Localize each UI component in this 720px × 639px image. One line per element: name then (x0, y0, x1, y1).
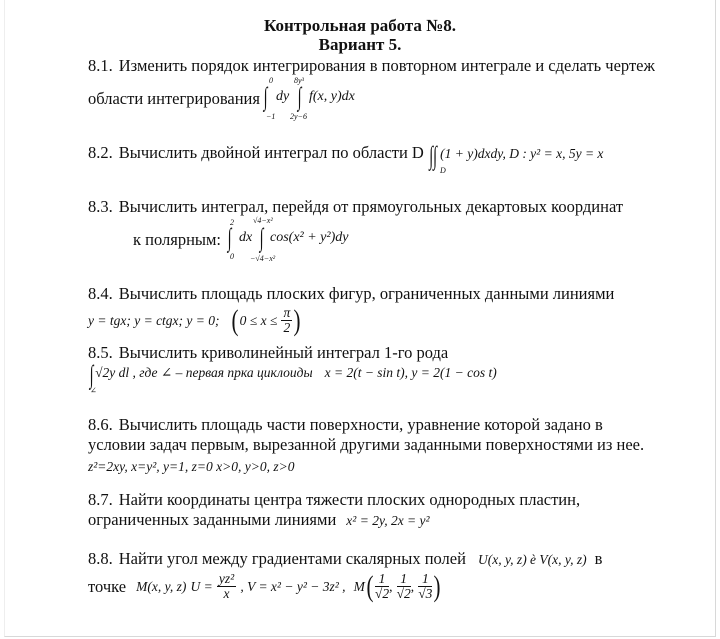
problem-text: Изменить порядок интегрирования в повторном интеграле и сделать чертеж (118, 56, 655, 75)
in-word: в (594, 549, 603, 568)
coordinate-1: $\frac{1}{√2}$ (374, 571, 390, 602)
integral-lower-limit-1: 0 (230, 252, 234, 261)
integral-upper-limit-1: 2 (230, 218, 234, 227)
problem-number: 8.2. (88, 143, 113, 162)
integral-lower-limit-2: −√4−x² (250, 254, 276, 263)
integrand: f(x, y)dx (309, 89, 355, 104)
problem-text: Вычислить криволинейный интеграл 1-го рода (118, 343, 449, 362)
integration-region-subscript: D (440, 166, 446, 175)
problem-text: Вычислить интеграл, перейдя от прямоугольных декартовых координат (118, 197, 624, 216)
right-parenthesis: ) (293, 304, 301, 338)
problem-number: 8.4. (88, 284, 113, 303)
iterated-integral-formula (262, 76, 382, 122)
left-parenthesis: ( (366, 570, 374, 604)
v-equation: , V = x² − y² − 3z² , (240, 579, 346, 595)
comma: , (410, 579, 415, 595)
integral-sign-1: ∫ (227, 223, 232, 252)
problem-8-3 (88, 197, 623, 217)
problem-text: Вычислить площадь части поверхности, уравнение которой задано в (118, 415, 603, 434)
left-parenthesis: ( (231, 304, 239, 338)
problem-text-continued: к полярным: (133, 230, 222, 249)
differential-dy: dy (276, 89, 290, 104)
problem-8-4 (88, 284, 614, 304)
integral-upper-limit-2: √4−x² (253, 216, 273, 225)
problem-text: Найти угол между градиентами скалярных полей (118, 549, 466, 568)
point-label: M(x, y, z) (136, 579, 187, 595)
problem-8-7-line2 (88, 510, 430, 530)
problem-text-continued: области интегрирования (88, 89, 260, 108)
integral-upper-limit-1: 0 (269, 76, 273, 85)
interval-condition: 0 ≤ x ≤ (239, 313, 278, 329)
problem-8-6-formula (88, 456, 294, 476)
u-equals: U = (190, 579, 213, 595)
problem-number: 8.7. (88, 490, 113, 509)
variant-title: Вариант 5. (318, 35, 402, 54)
coordinate-3: $\frac{1}{√3}$ (418, 571, 433, 602)
problem-number: 8.3. (88, 197, 113, 216)
polar-integral-formula (226, 216, 386, 262)
boundary-curves: x² = 2y, 2x = y² (346, 513, 430, 528)
right-parenthesis: ) (433, 570, 441, 604)
problem-8-5-formula (88, 362, 497, 388)
problem-8-1 (88, 56, 655, 76)
pi-over-two: $\frac{\pi}{2}$ (283, 305, 291, 336)
double-integral-sign: ∫∫ (429, 141, 437, 170)
differential-dx: dx (239, 230, 253, 245)
point-m-label: M (353, 579, 365, 595)
integral-lower-limit-1: −1 (266, 112, 276, 121)
problem-number: 8.6. (88, 415, 113, 434)
integral-sign-2: ∫ (297, 82, 302, 111)
problem-8-6 (88, 415, 603, 435)
scalar-fields: U(x, y, z) è V(x, y, z) (477, 552, 587, 567)
problem-text-continued: точке (88, 577, 127, 597)
problem-text: Вычислить двойной интеграл по области D (118, 143, 424, 162)
problem-text-continued: ограниченных заданными линиями (88, 510, 337, 529)
u-fraction: $\frac{\text{yz²}}{x}$ (218, 571, 235, 602)
problem-text: Найти координаты центра тяжести плоских однородных пластин, (118, 490, 581, 509)
problem-8-5 (88, 343, 448, 363)
problem-8-1-line2 (88, 89, 260, 109)
cycloid-parametrization: x = 2(t − sin t), y = 2(1 − cos t) (324, 365, 497, 380)
integral-sign-2: ∫ (259, 223, 264, 252)
line-integral-sign: ∫ (89, 360, 94, 389)
double-integral-body: (1 + y)dxdy, D : y² = x, 5y = x (440, 146, 604, 161)
boundary-lines: y = tgx; y = ctgx; y = 0; (88, 313, 220, 329)
integrand: cos(x² + y²)dy (270, 230, 349, 245)
problem-8-8-formula (88, 572, 442, 622)
problem-text: Вычислить площадь плоских фигур, ограниченных данными линиями (118, 284, 615, 303)
integral-upper-limit-2: 8y³ (294, 76, 304, 85)
problem-8-4-formula (88, 306, 302, 342)
problem-number: 8.5. (88, 343, 113, 362)
problem-8-8 (88, 549, 602, 569)
comma: , (389, 579, 393, 595)
problem-number: 8.8. (88, 549, 113, 568)
integral-lower-limit-2: 2y−6 (290, 112, 307, 121)
problem-8-7 (88, 490, 580, 510)
integral-sign-1: ∫ (263, 82, 268, 111)
problem-8-2 (88, 143, 603, 169)
problem-text-continued: условии задач первым, вырезанной другими заданными поверхностями из нее. (88, 435, 645, 454)
problem-8-3-line2 (133, 230, 221, 250)
surface-equations: z²=2xy, x=y², y=1, z=0 x>0, y>0, z>0 (88, 459, 295, 474)
curve-subscript: ∠ (90, 386, 97, 395)
line-integral-body: √2y dl , где ∠ – первая прка циклоиды (95, 365, 313, 380)
document-title: Контрольная работа №8. (264, 16, 456, 35)
problem-8-6-line2 (88, 435, 644, 455)
problem-number: 8.1. (88, 56, 113, 75)
coordinate-2: $\frac{1}{√2}$ (396, 571, 411, 602)
